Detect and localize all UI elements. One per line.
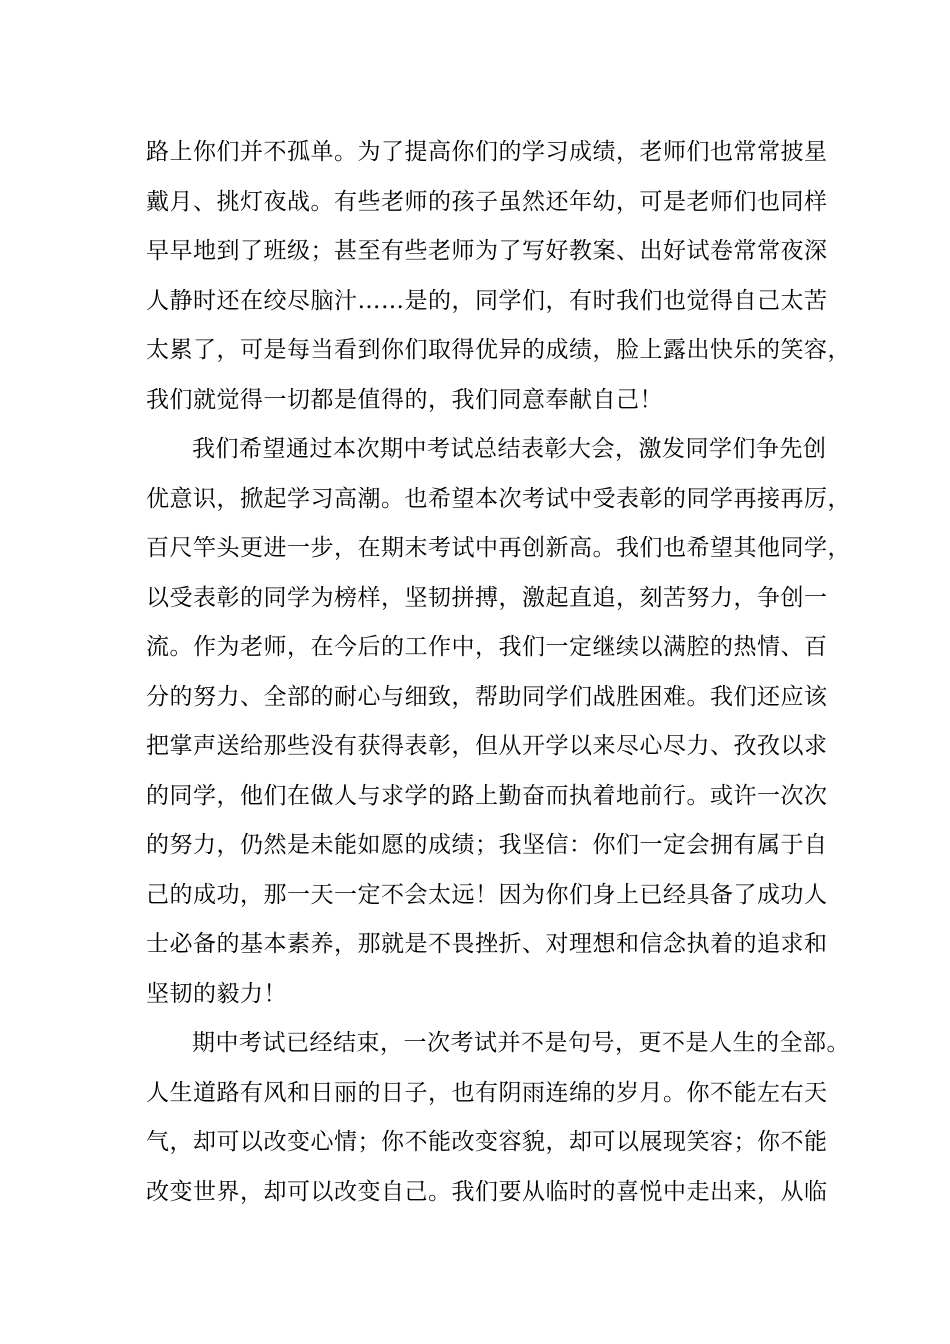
- text-line: 戴月、挑灯夜战。有些老师的孩子虽然还年幼，可是老师们也同样: [146, 188, 828, 215]
- text-line: 的努力，仍然是未能如愿的成绩；我坚信：你们一定会拥有属于自: [146, 832, 828, 858]
- text-line: 分的努力、全部的耐心与细致，帮助同学们战胜困难。我们还应该: [146, 683, 828, 710]
- text-line: 改变世界，却可以改变自己。我们要从临时的喜悦中走出来，从临: [146, 1178, 828, 1205]
- text-line: 流。作为老师，在今后的工作中，我们一定继续以满腔的热情、百: [146, 634, 828, 660]
- text-line: 早早地到了班级；甚至有些老师为了写好教案、出好试卷常常夜深: [146, 238, 828, 264]
- text-line: 气，却可以改变心情；你不能改变容貌，却可以展现笑容；你不能: [146, 1129, 828, 1155]
- text-line: 我们就觉得一切都是值得的，我们同意奉献自己！: [146, 386, 663, 413]
- text-line: 己的成功，那一天一定不会太远！因为你们身上已经具备了成功人: [146, 881, 828, 908]
- text-line: 人生道路有风和日丽的日子，也有阴雨连绵的岁月。你不能左右天: [146, 1079, 828, 1106]
- text-line: 士必备的基本素养，那就是不畏挫折、对理想和信念执着的追求和: [146, 931, 828, 957]
- text-line: 坚韧的毅力！: [146, 980, 287, 1007]
- text-line: 路上你们并不孤单。为了提高你们的学习成绩，老师们也常常披星: [146, 139, 828, 165]
- text-line: 以受表彰的同学为榜样，坚韧拼搏，激起直追，刻苦努力，争创一: [146, 584, 828, 611]
- paragraph-first-line: 期中考试已经结束，一次考试并不是句号，更不是人生的全部。: [192, 1030, 850, 1056]
- text-line: 人静时还在绞尽脑汁……是的，同学们，有时我们也觉得自己太苦: [146, 287, 828, 314]
- paragraph-first-line: 我们希望通过本次期中考试总结表彰大会，激发同学们争先创: [192, 436, 827, 462]
- text-line: 百尺竿头更进一步，在期末考试中再创新高。我们也希望其他同学，: [146, 535, 851, 561]
- document-body: [146, 128, 851, 1217]
- text-line: 把掌声送给那些没有获得表彰，但从开学以来尽心尽力、孜孜以求: [146, 733, 828, 759]
- text-line: 的同学，他们在做人与求学的路上勤奋而执着地前行。或许一次次: [146, 782, 828, 809]
- text-line: 太累了，可是每当看到你们取得优异的成绩，脸上露出快乐的笑容，: [146, 337, 851, 363]
- text-line: 优意识，掀起学习高潮。也希望本次考试中受表彰的同学再接再厉，: [146, 485, 851, 512]
